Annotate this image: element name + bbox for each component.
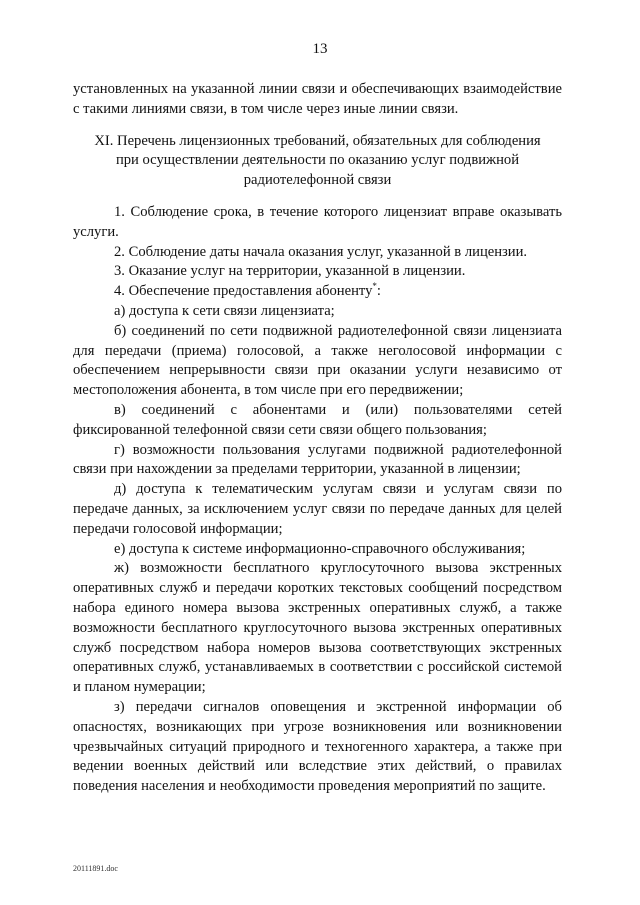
- requirement-item-2: 2. Соблюдение даты начала оказания услуг, указанной в лицензии.: [114, 243, 528, 260]
- subitem-b: б) соединений по сети подвижной радиотелефонной связи лицензиата для передачи (приема) голосовой, а также неголосовой информации с обеспечением непрерывности связи при оказании услуги независимо от местоположения абонента, в том числе при его передвижении;: [73, 322, 562, 399]
- document-body: [73, 80, 562, 797]
- footer-filename: 20111891.doc: [73, 864, 118, 873]
- subitem-zh: ж) возможности бесплатного круглосуточного вызова экстренных оперативных служб и передачи коротких текстовых сообщений посредством набора единого номера вызова экстренных оперативных служб, а также возможности бесплатного круглосуточного вызова экстренных оперативных служб посредством набора номеров вызова соответствующих экстренных оперативных служб, устанавливаемых в соответствии с российской системой и планом нумерации;: [73, 560, 562, 696]
- subitem-a: а) доступа к сети связи лицензиата;: [114, 302, 335, 319]
- subitem-z: з) передачи сигналов оповещения и экстренной информации об опасностях, возникающих при угрозе возникновения или возникновении чрезвычайных ситуаций природного и техногенного характера, а также при ведении военных действий или вследствие этих действий, о правилах поведения населения и необходимости проведения мероприятий по защите.: [73, 698, 562, 795]
- heading-line: XI. Перечень лицензионных требований, обязательных для соблюдения: [94, 132, 541, 149]
- page-number: 13: [312, 41, 328, 57]
- subitem-g: г) возможности пользования услугами подвижной радиотелефонной связи при нахождении за пределами территории, указанной в лицензии;: [73, 441, 562, 478]
- item-4-colon: :: [376, 283, 381, 300]
- heading-line: радиотелефонной связи: [243, 172, 392, 189]
- requirement-item-1: 1. Соблюдение срока, в течение которого лицензиат вправе оказывать услуги.: [73, 203, 562, 240]
- heading-line: при осуществлении деятельности по оказанию услуг подвижной: [115, 152, 520, 169]
- footnote-mark: *: [372, 281, 377, 292]
- requirement-item-4: [73, 282, 562, 302]
- intro-paragraph: установленных на указанной линии связи и обеспечивающих взаимодействие с такими линиями связи, в том числе через иные линии связи.: [73, 81, 562, 117]
- subitem-v: в) соединений с абонентами и (или) пользователями сетей фиксированной телефонной связи сети связи общего пользования;: [73, 401, 562, 438]
- requirement-item-3: 3. Оказание услуг на территории, указанной в лицензии.: [114, 263, 466, 280]
- item-4-text: 4. Обеспечение предоставления абоненту: [114, 283, 373, 300]
- subitem-d: д) доступа к телематическим услугам связи и услугам связи по передаче данных, за исключением услуг связи по передаче данных для целей передачи голосовой информации;: [73, 481, 562, 537]
- subitem-e: е) доступа к системе информационно-справочного обслуживания;: [114, 540, 526, 557]
- section-heading: [73, 132, 562, 191]
